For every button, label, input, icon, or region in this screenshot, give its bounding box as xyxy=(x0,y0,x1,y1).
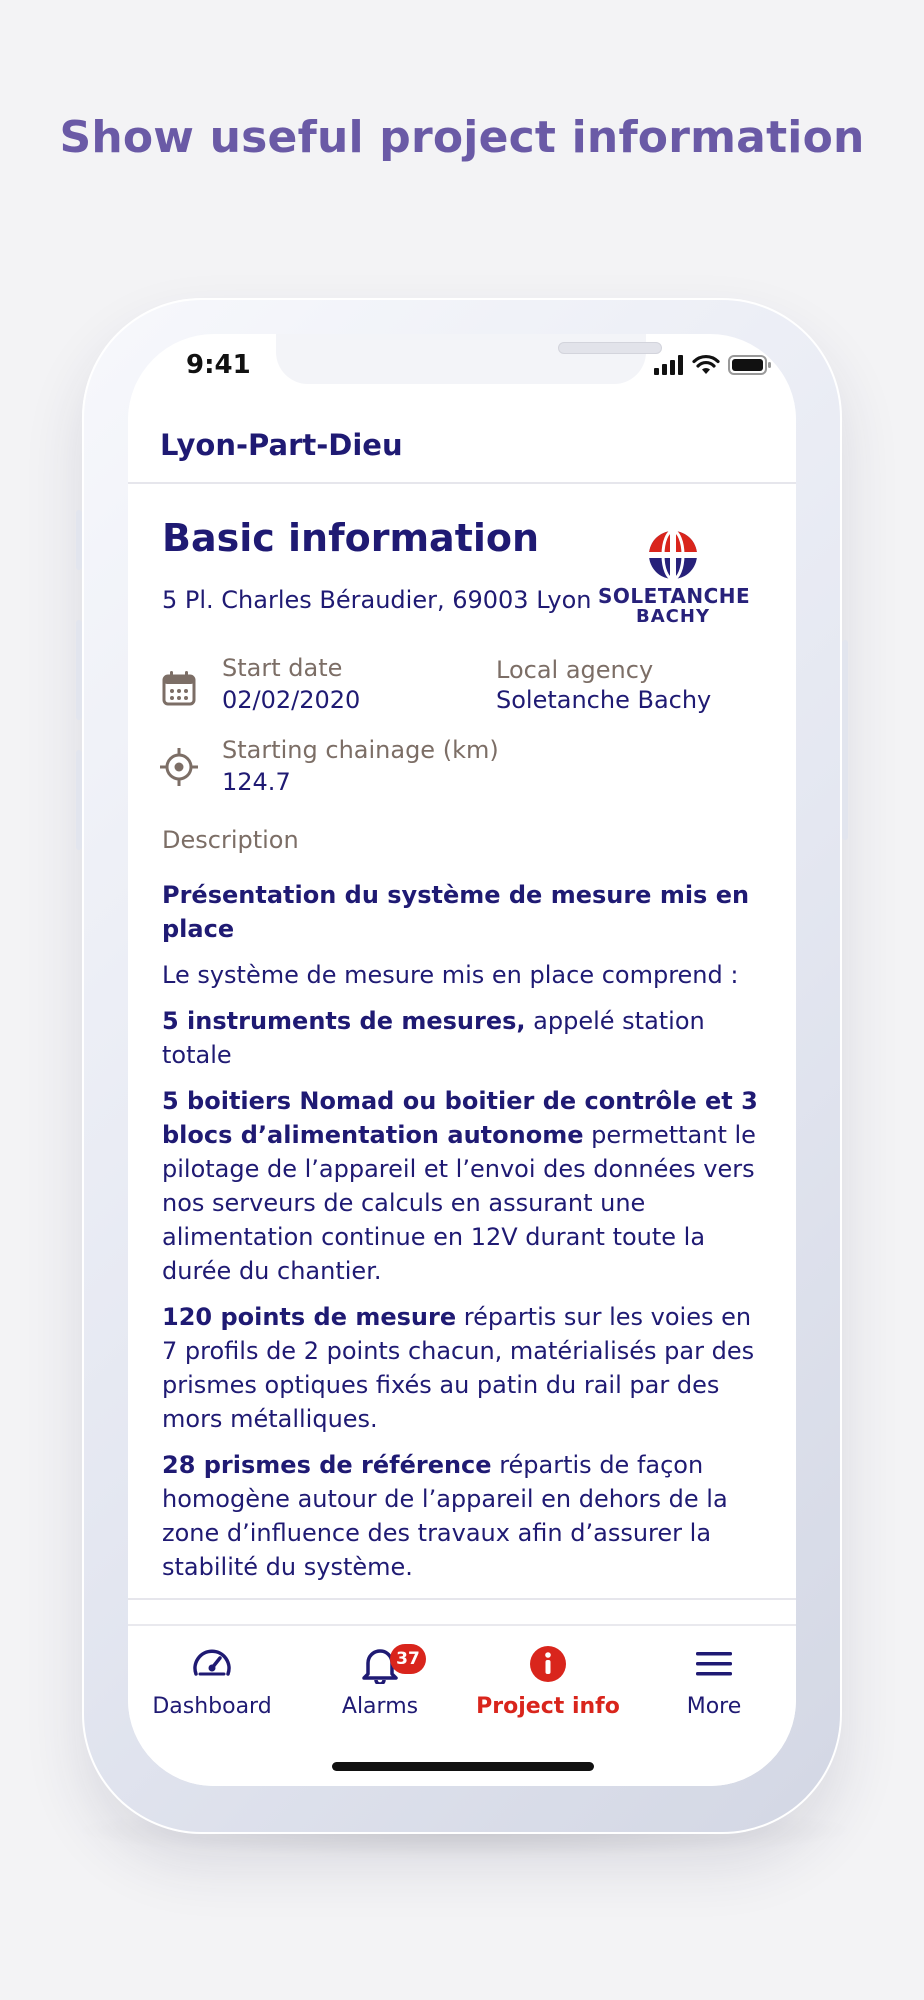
description-intro: Le système de mesure mis en place comprend : xyxy=(162,961,739,989)
project-address: 5 Pl. Charles Béraudier, 69003 Lyon xyxy=(162,586,592,614)
agency-label: Local agency xyxy=(496,656,654,684)
description-body xyxy=(162,878,760,1596)
start-date-label: Start date xyxy=(222,654,343,682)
description-item: 5 boitiers Nomad ou boitier de contrôle et 3 blocs d’alimentation autonome permettant le pilotage de l’appareil et l’envoi des données vers nos serveurs de calculs en assurant une alimentation continue en 12V durant toute la durée du chantier. xyxy=(162,1087,758,1285)
tab-alarms-label: Alarms xyxy=(341,1694,419,1719)
tab-dashboard-label: Dashboard xyxy=(152,1694,272,1719)
crosshair-icon xyxy=(160,748,198,786)
tab-project-info[interactable] xyxy=(468,1644,628,1719)
headline: Show useful project information xyxy=(59,112,865,163)
logo-text-line1: SOLETANCHE xyxy=(598,584,751,608)
section-title: Basic information xyxy=(162,516,540,560)
battery-icon xyxy=(728,354,772,376)
notch xyxy=(276,334,646,384)
menu-icon xyxy=(692,1644,736,1684)
wifi-icon xyxy=(692,354,720,376)
status-icons xyxy=(654,352,772,378)
power-button xyxy=(842,640,848,840)
agency-value: Soletanche Bachy xyxy=(496,686,712,714)
globe-logo-icon xyxy=(645,528,701,582)
volume-down-button xyxy=(76,750,82,850)
mute-switch xyxy=(76,510,82,570)
company-logo xyxy=(598,528,751,628)
content-divider xyxy=(128,1598,796,1600)
status-time: 9:41 xyxy=(186,350,251,380)
speaker xyxy=(558,342,662,354)
alarms-badge: 37 xyxy=(390,1644,426,1674)
tab-more[interactable] xyxy=(634,1644,794,1719)
description-item: 5 instruments de mesures, appelé station totale xyxy=(162,1007,705,1069)
tab-alarms[interactable] xyxy=(300,1644,460,1719)
volume-up-button xyxy=(76,620,82,720)
start-date-value: 02/02/2020 xyxy=(222,686,361,714)
tab-dashboard[interactable] xyxy=(132,1644,292,1719)
description-item: 28 prismes de référence répartis de façon homogène autour de l’appareil en dehors de la zone d’influence des travaux afin d’assurer la stabilité du système. xyxy=(162,1451,728,1581)
signal-icon xyxy=(654,355,684,375)
description-item: 120 points de mesure répartis sur les voies en 7 profils de 2 points chacun, matérialisés par des prismes optiques fixés au patin du rail par des mors métalliques. xyxy=(162,1303,755,1433)
logo-text-line2: BACHY xyxy=(636,606,710,627)
phone-screen xyxy=(128,334,796,1786)
description-label: Description xyxy=(162,826,299,854)
description-heading: Présentation du système de mesure mis en place xyxy=(162,881,750,943)
chainage-label: Starting chainage (km) xyxy=(222,736,499,764)
project-title: Lyon-Part-Dieu xyxy=(160,428,403,462)
tab-project-info-label: Project info xyxy=(476,1694,620,1719)
info-icon xyxy=(526,1644,570,1684)
calendar-icon xyxy=(162,670,196,706)
home-indicator[interactable] xyxy=(332,1762,594,1771)
gauge-icon xyxy=(190,1644,234,1684)
tab-more-label: More xyxy=(686,1694,742,1719)
chainage-value: 124.7 xyxy=(222,768,291,796)
